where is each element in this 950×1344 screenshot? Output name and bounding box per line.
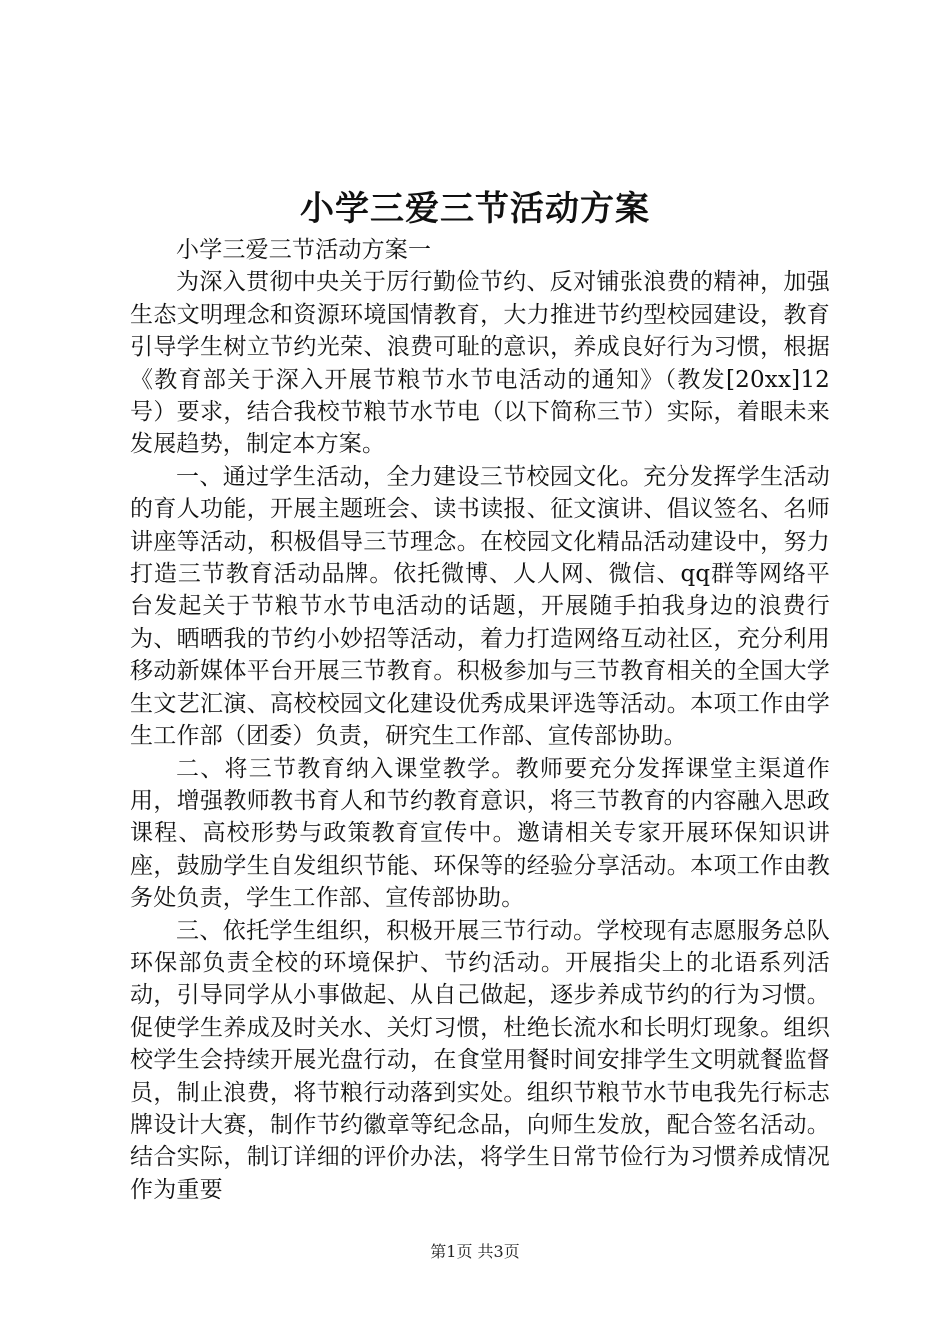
page-number-footer: 第1页 共3页 bbox=[430, 1242, 520, 1261]
page-title: 小学三爱三节活动方案 bbox=[300, 189, 650, 229]
subtitle-paragraph: 小学三爱三节活动方案一 bbox=[176, 237, 432, 263]
intro-paragraph: 为深入贯彻中央关于厉行勤俭节约、反对铺张浪费的精神，加强生态文明理念和资源环境国情教育，大力推进节约型校园建设，教育引导学生树立节约光荣、浪费可耻的意识，养成良好行为习惯，根据《教育部关于深入开展节粮节水节电活动的通知》（教发[20xx]12号）要求，结合我校节粮节水节电（以下简称三节）实际，着眼未来发展趋势，制定本方案。 bbox=[130, 269, 830, 458]
document-body bbox=[130, 234, 830, 1206]
section-three-paragraph: 三、依托学生组织，积极开展三节行动。学校现有志愿服务总队环保部负责全校的环境保护、节约活动。开展指尖上的北语系列活动，引导同学从小事做起、从自己做起，逐步养成节约的行为习惯。促使学生养成及时关水、关灯习惯，杜绝长流水和长明灯现象。组织校学生会持续开展光盘行动，在食堂用餐时间安排学生文明就餐监督员，制止浪费，将节粮行动落到实处。组织节粮节水节电我先行标志牌设计大赛，制作节约徽章等纪念品，向师生发放，配合签名活动。结合实际，制订详细的评价办法，将学生日常节俭行为习惯养成情况作为重要 bbox=[130, 917, 830, 1203]
section-two-paragraph: 二、将三节教育纳入课堂教学。教师要充分发挥课堂主渠道作用，增强教师教书育人和节约教育意识，将三节教育的内容融入思政课程、高校形势与政策教育宣传中。邀请相关专家开展环保知识讲座，鼓励学生自发组织节能、环保等的经验分享活动。本项工作由教务处负责，学生工作部、宣传部协助。 bbox=[130, 755, 830, 912]
section-one-paragraph: 一、通过学生活动，全力建设三节校园文化。充分发挥学生活动的育人功能，开展主题班会、读书读报、征文演讲、倡议签名、名师讲座等活动，积极倡导三节理念。在校园文化精品活动建设中，努力打造三节教育活动品牌。依托微博、人人网、微信、qq群等网络平台发起关于节粮节水节电活动的话题，开展随手拍我身边的浪费行为、晒晒我的节约小妙招等活动，着力打造网络互动社区，充分利用移动新媒体平台开展三节教育。积极参加与三节教育相关的全国大学生文艺汇演、高校校园文化建设优秀成果评选等活动。本项工作由学生工作部（团委）负责，研究生工作部、宣传部协助。 bbox=[130, 463, 830, 750]
